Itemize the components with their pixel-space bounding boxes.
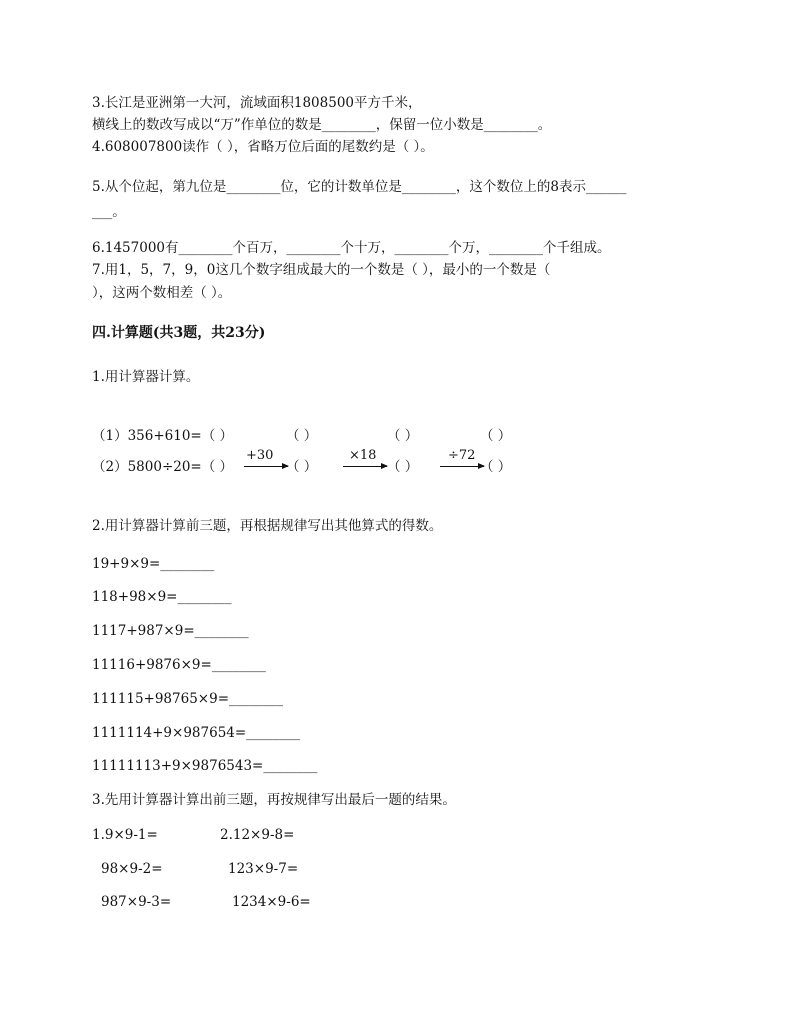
q3-line2: 横线上的数改写成以“万”作单位的数是________，保留一位小数是________。 [92,117,552,133]
op-label-3: ÷72 [448,448,476,463]
q6: 6.1457000有________个百万，________个十万，________个万，________个千组成。 [92,240,611,256]
arrow-right-icon [440,466,484,467]
arrow-right-icon [343,466,387,467]
q3-line1: 3.长江是亚洲第一大河，流域面积1808500平方千米， [92,95,422,111]
q2-item: 111115+98765×9=________ [92,691,284,707]
q2-title: 2.用计算器计算前三题，再根据规律写出其他算式的得数。 [92,518,443,534]
q7-line1: 7.用1，5，7，9，0这几个数字组成最大的一个数是（ ），最小的一个数是（ [92,262,551,278]
q1-row2-blank3: （ ） [480,459,512,475]
q1-row2-blank1: （ ） [286,459,318,475]
q2-item: 118+98×9=________ [92,589,232,605]
q5-line1: 5.从个位起，第九位是________位，它的计数单位是________，这个数位上的8表示______ [92,179,627,195]
q3-right-item: 1234×9-6= [232,894,311,910]
q3-left-item: 98×9-2= [101,861,163,877]
q2-item: 19+9×9=________ [92,556,215,572]
q1-row1-blank3: （ ） [480,428,512,444]
q1-row2-start: （2）5800÷20=（ ） [92,459,234,475]
q3-left-item: 1.9×9-1= [92,827,158,843]
q1-row1-blank1: （ ） [286,428,318,444]
q2-item: 1117+987×9=________ [92,623,249,639]
q2-item: 11111113+9×9876543=________ [92,758,318,774]
q5-line2: ___。 [92,204,126,220]
q1-row1-blank2: （ ） [387,428,419,444]
q2-item: 11116+9876×9=________ [92,657,266,673]
op-label-2: ×18 [349,448,377,463]
arrow-right-icon [244,466,288,467]
op-label-1: +30 [246,448,274,463]
q1-title: 1.用计算器计算。 [92,369,200,385]
q3-title: 3.先用计算器计算出前三题，再按规律写出最后一题的结果。 [92,792,456,808]
q3-left-item: 987×9-3= [101,894,172,910]
q7-line2: ），这两个数相差（ ）。 [92,285,232,301]
q2-item: 1111114+9×987654=________ [92,725,301,741]
q3-right-item: 2.12×9-8= [220,827,295,843]
q4: 4.608007800读作（ ），省略万位后面的尾数约是（ ）。 [92,139,434,155]
q1-row2-blank2: （ ） [387,459,419,475]
section-heading: 四.计算题(共3题，共23分) [92,325,266,341]
q1-row1-start: （1）356+610=（ ） [92,428,234,444]
q3-right-item: 123×9-7= [228,861,299,877]
